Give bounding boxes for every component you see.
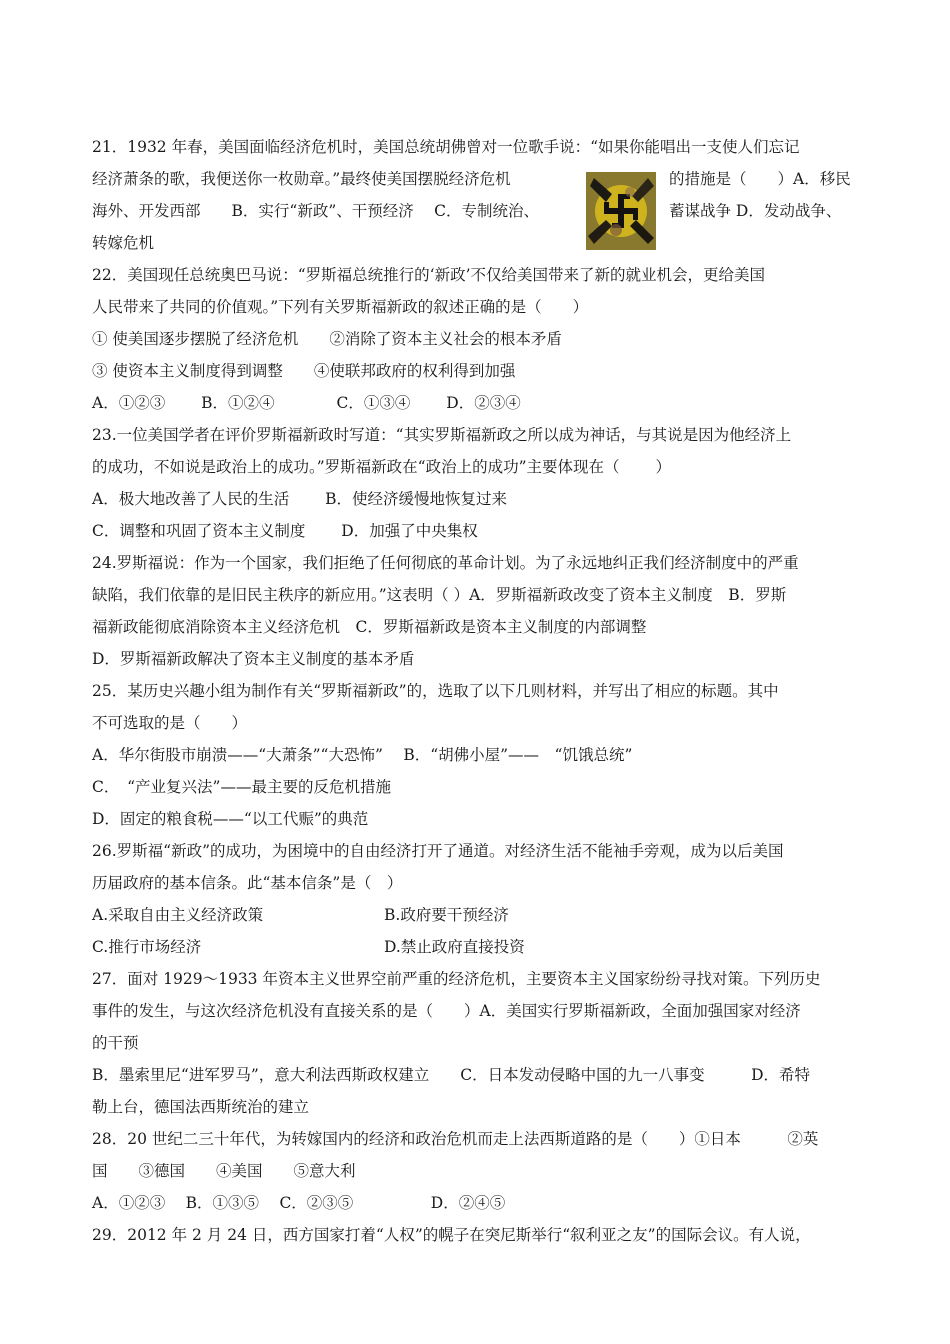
q26-option-b: B.政府要干预经济 [384,906,509,924]
q23-line2: 的成功，不如说是政治上的成功。”罗斯福新政在“政治上的成功”主要体现在（ ） [92,458,671,476]
q23-line4: C．调整和巩固了资本主义制度 D．加强了中央集权 [92,522,478,540]
q21-line1: 21．1932 年春，美国面临经济危机时，美国总统胡佛曾对一位歌手说：“如果你能唱出一支使人们忘记 [92,138,800,156]
q26-option-a: A.采取自由主义经济政策 [92,906,264,924]
q25-line1: 25．某历史兴趣小组为制作有关“罗斯福新政”的，选取了以下几则材料，并写出了相应的标题。其中 [92,682,779,700]
q26-option-c: C.推行市场经济 [92,938,202,956]
q21-line2a: 经济萧条的歌，我便送你一枚勋章。”最终使美国摆脱经济危机 [92,170,511,188]
q21-line3a: 海外、开发西部 B．实行“新政”、干预经济 C．专制统治、 [92,202,540,220]
q21-line2b: 的措施是（ ）A．移民 [669,170,851,188]
q22-line3: ① 使美国逐步摆脱了经济危机 ②消除了资本主义社会的根本矛盾 [92,330,562,348]
q26-option-d: D.禁止政府直接投资 [384,938,525,956]
q22-line2: 人民带来了共同的价值观。”下列有关罗斯福新政的叙述正确的是（ ） [92,298,589,316]
q27-line2: 事件的发生，与这次经济危机没有直接关系的是（ ）A．美国实行罗斯福新政，全面加强国家对经济 [92,1002,801,1020]
q24-line1: 24.罗斯福说：作为一个国家，我们拒绝了任何彻底的革命计划。为了永远地纠正我们经济制度中的严重 [92,554,799,572]
q22-options: A．①②③ B．①②④ C．①③④ D．②③④ [92,394,521,412]
q24-line4: D．罗斯福新政解决了资本主义制度的基本矛盾 [92,650,415,668]
q29-line1: 29．2012 年 2 月 24 日，西方国家打着“人权”的幌子在突尼斯举行“叙利亚之友”的国际会议。有人说， [92,1226,811,1244]
q26-line2: 历届政府的基本信条。此“基本信条”是（ ） [92,874,403,892]
q27-line1: 27．面对 1929～1933 年资本主义世界空前严重的经济危机，主要资本主义国家纷纷寻找对策。下列历史 [92,970,821,988]
q25-line5: D．固定的粮食税——“以工代赈”的典范 [92,810,369,828]
q21-line4: 转嫁危机 [92,234,155,252]
q24-line3: 福新政能彻底消除资本主义经济危机 C．罗斯福新政是资本主义制度的内部调整 [92,618,647,636]
q27-line3: 的干预 [92,1034,139,1052]
q27-line5: 勒上台，德国法西斯统治的建立 [92,1098,310,1116]
q28-options: A．①②③ B．①③⑤ C．②③⑤ D．②④⑤ [92,1194,506,1212]
q25-line3: A．华尔街股市崩溃——“大萧条”“大恐怖” B．“胡佛小屋”—— “饥饿总统” [92,746,633,764]
q25-line2: 不可选取的是（ ） [92,714,248,732]
q23-line3: A．极大地改善了人民的生活 B．使经济缓慢地恢复过来 [92,490,508,508]
q25-line4: C． “产业复兴法”——最主要的反危机措施 [92,778,391,796]
swastika-hands-icon [586,172,656,250]
q23-line1: 23.一位美国学者在评价罗斯福新政时写道：“其实罗斯福新政之所以成为神话，与其说是因为他经济上 [92,426,792,444]
q28-line2: 国 ③德国 ④美国 ⑤意大利 [92,1162,356,1180]
q21-line3b: 蓄谋战争 D．发动战争、 [669,202,842,220]
q24-line2: 缺陷，我们依靠的是旧民主秩序的新应用。”这表明（ ）A．罗斯福新政改变了资本主义制度 B．罗斯 [92,586,787,604]
q27-line4: B．墨索里尼“进军罗马”，意大利法西斯政权建立 C．日本发动侵略中国的九一八事变 D．希特 [92,1066,811,1084]
q22-line4: ③ 使资本主义制度得到调整 ④使联邦政府的权利得到加强 [92,362,516,380]
q26-line1: 26.罗斯福“新政”的成功，为困境中的自由经济打开了通道。对经济生活不能袖手旁观，成为以后美国 [92,842,784,860]
q28-line1: 28．20 世纪二三十年代，为转嫁国内的经济和政治危机而走上法西斯道路的是（ ）①日本 ②英 [92,1130,819,1148]
q22-line1: 22．美国现任总统奥巴马说：“罗斯福总统推行的‘新政’不仅给美国带来了新的就业机会，更给美国 [92,266,766,284]
hands-swastika-illustration [586,172,656,250]
